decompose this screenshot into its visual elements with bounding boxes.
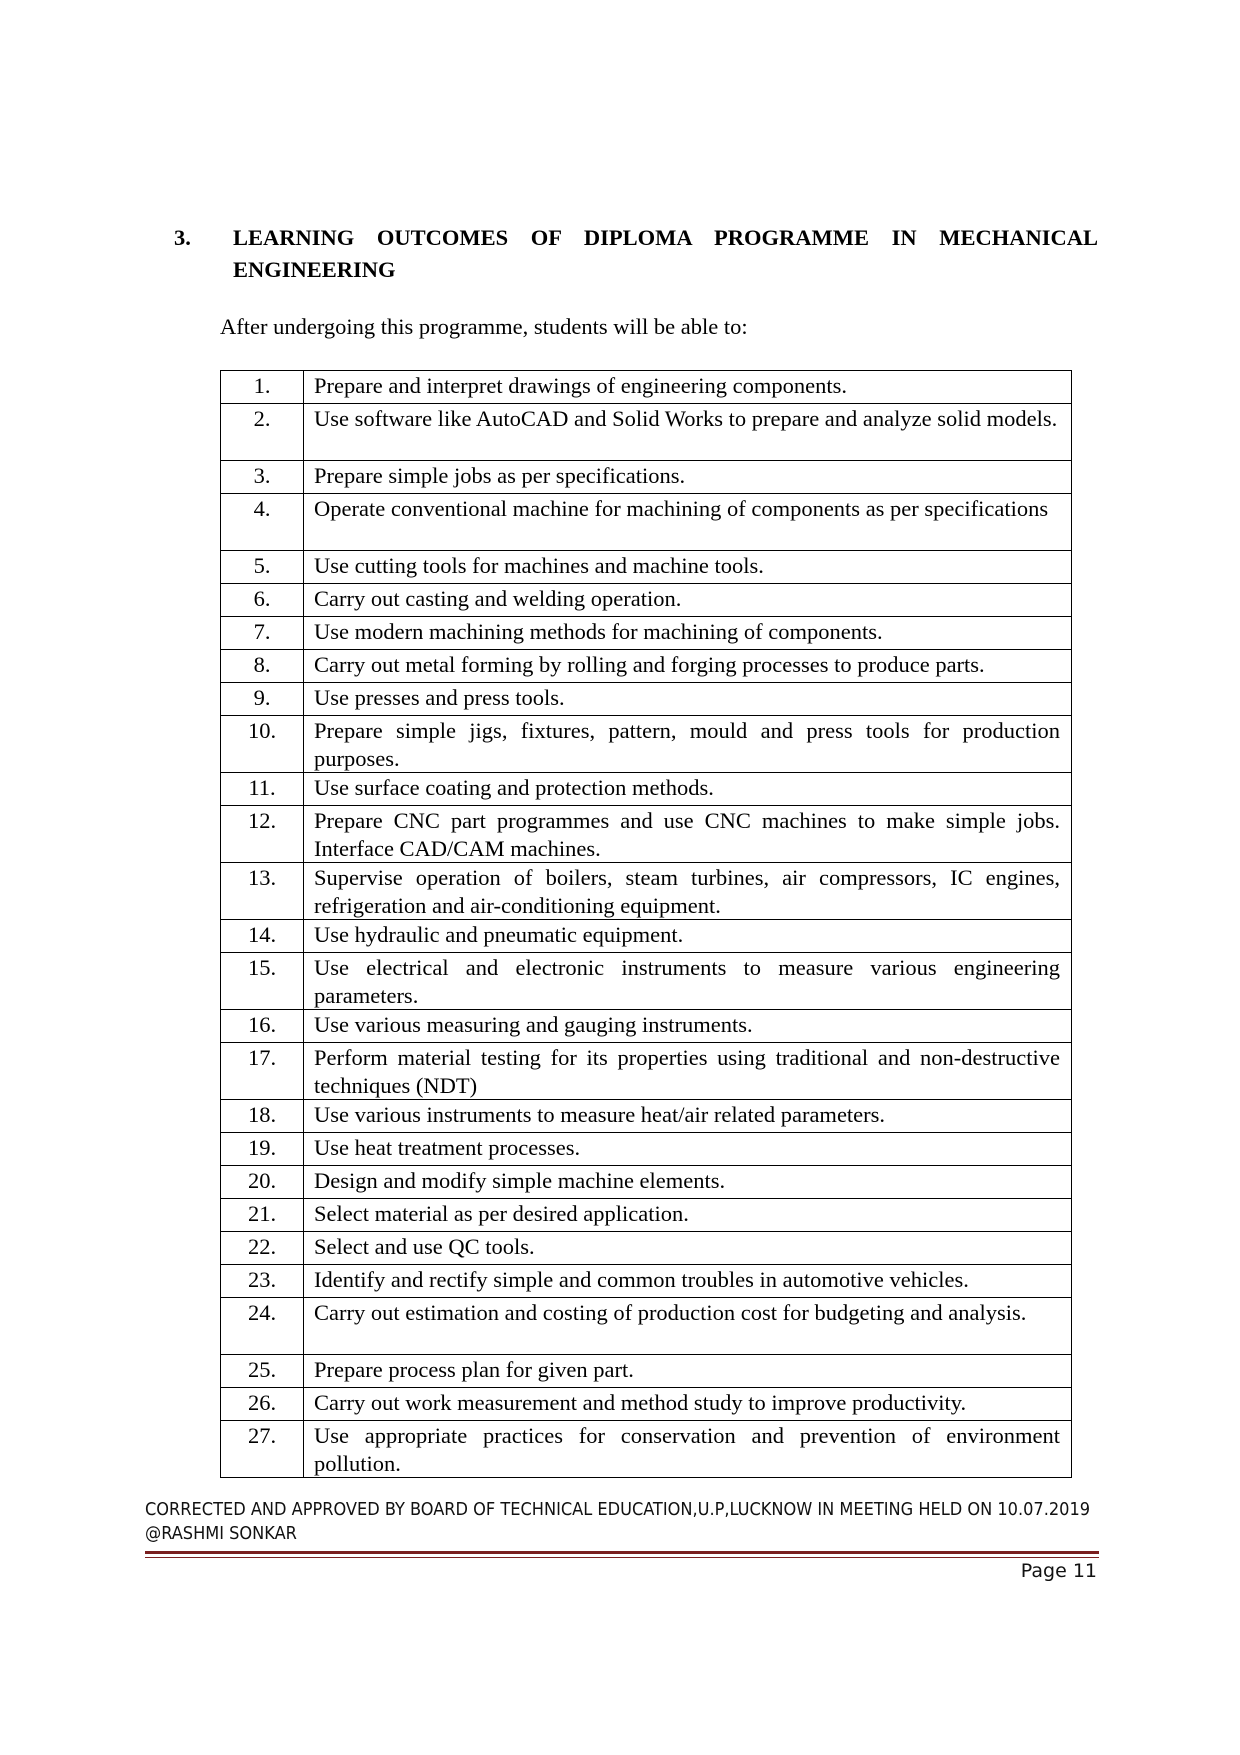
outcome-text: Use heat treatment processes. <box>304 1133 1072 1166</box>
outcome-text: Use cutting tools for machines and machine tools. <box>304 551 1072 584</box>
section-number: 3. <box>174 225 191 250</box>
table-row <box>221 617 1072 650</box>
outcome-number: 22. <box>221 1232 304 1265</box>
table-row <box>221 683 1072 716</box>
outcome-number: 4. <box>221 494 304 551</box>
outcome-text: Use surface coating and protection methods. <box>304 773 1072 806</box>
section-heading <box>174 222 1098 286</box>
outcome-number: 1. <box>221 371 304 404</box>
outcome-number: 17. <box>221 1043 304 1100</box>
outcome-text: Carry out metal forming by rolling and forging processes to produce parts. <box>304 650 1072 683</box>
footer-rule-thick <box>145 1551 1099 1554</box>
outcome-text: Use various measuring and gauging instruments. <box>304 1010 1072 1043</box>
outcome-text: Prepare simple jobs as per specifications. <box>304 461 1072 494</box>
table-row <box>221 1010 1072 1043</box>
outcome-text: Design and modify simple machine elements. <box>304 1166 1072 1199</box>
outcome-text: Perform material testing for its properties using traditional and non-destructive techniques (NDT) <box>304 1043 1072 1100</box>
outcome-number: 25. <box>221 1355 304 1388</box>
outcome-text: Select material as per desired application. <box>304 1199 1072 1232</box>
outcome-text: Use presses and press tools. <box>304 683 1072 716</box>
outcome-number: 18. <box>221 1100 304 1133</box>
outcome-number: 20. <box>221 1166 304 1199</box>
outcome-number: 23. <box>221 1265 304 1298</box>
outcome-text: Use software like AutoCAD and Solid Works to prepare and analyze solid models. <box>304 404 1072 461</box>
outcome-text: Use hydraulic and pneumatic equipment. <box>304 920 1072 953</box>
outcome-text: Use modern machining methods for machining of components. <box>304 617 1072 650</box>
table-row <box>221 371 1072 404</box>
outcome-text: Prepare simple jigs, fixtures, pattern, mould and press tools for production purposes. <box>304 716 1072 773</box>
intro-text: After undergoing this programme, students will be able to: <box>220 314 748 339</box>
table-row <box>221 1388 1072 1421</box>
outcome-text: Supervise operation of boilers, steam turbines, air compressors, IC engines, refrigeration and air-conditioning equipment. <box>304 863 1072 920</box>
outcome-number: 26. <box>221 1388 304 1421</box>
outcome-number: 9. <box>221 683 304 716</box>
outcome-number: 2. <box>221 404 304 461</box>
outcome-number: 16. <box>221 1010 304 1043</box>
outcome-number: 12. <box>221 806 304 863</box>
outcome-text: Prepare process plan for given part. <box>304 1355 1072 1388</box>
outcome-number: 21. <box>221 1199 304 1232</box>
outcome-number: 19. <box>221 1133 304 1166</box>
outcome-number: 7. <box>221 617 304 650</box>
table-row <box>221 461 1072 494</box>
table-row <box>221 551 1072 584</box>
table-row <box>221 1166 1072 1199</box>
outcome-number: 13. <box>221 863 304 920</box>
footer-rule-thin <box>145 1557 1099 1558</box>
outcome-text: Prepare and interpret drawings of engineering components. <box>304 371 1072 404</box>
table-row <box>221 1133 1072 1166</box>
outcome-number: 14. <box>221 920 304 953</box>
footer-approval-note: CORRECTED AND APPROVED BY BOARD OF TECHNICAL EDUCATION,U.P,LUCKNOW IN MEETING HELD ON 10.07.2019 @RASHMI SONKAR <box>145 1499 1091 1544</box>
outcome-text: Carry out estimation and costing of production cost for budgeting and analysis. <box>304 1298 1072 1355</box>
outcome-number: 27. <box>221 1421 304 1478</box>
outcome-text: Carry out work measurement and method study to improve productivity. <box>304 1388 1072 1421</box>
section-title: LEARNING OUTCOMES OF DIPLOMA PROGRAMME IN MECHANICAL ENGINEERING <box>233 225 1098 282</box>
table-row <box>221 953 1072 1010</box>
table-row <box>221 773 1072 806</box>
outcome-text: Operate conventional machine for machining of components as per specifications <box>304 494 1072 551</box>
outcome-number: 10. <box>221 716 304 773</box>
outcome-text: Use electrical and electronic instruments to measure various engineering parameters. <box>304 953 1072 1010</box>
outcome-number: 5. <box>221 551 304 584</box>
outcome-number: 3. <box>221 461 304 494</box>
table-row <box>221 1355 1072 1388</box>
outcome-number: 11. <box>221 773 304 806</box>
table-row <box>221 920 1072 953</box>
table-row <box>221 1421 1072 1478</box>
table-row <box>221 650 1072 683</box>
table-row <box>221 716 1072 773</box>
table-row <box>221 863 1072 920</box>
outcome-text: Use appropriate practices for conservation and prevention of environment pollution. <box>304 1421 1072 1478</box>
table-row <box>221 1199 1072 1232</box>
outcome-text: Identify and rectify simple and common troubles in automotive vehicles. <box>304 1265 1072 1298</box>
outcome-text: Use various instruments to measure heat/air related parameters. <box>304 1100 1072 1133</box>
table-row <box>221 1232 1072 1265</box>
learning-outcomes-table <box>220 370 1072 1478</box>
table-row <box>221 1100 1072 1133</box>
table-row <box>221 584 1072 617</box>
table-row <box>221 806 1072 863</box>
outcome-number: 15. <box>221 953 304 1010</box>
outcome-number: 6. <box>221 584 304 617</box>
table-row <box>221 1043 1072 1100</box>
table-row <box>221 1265 1072 1298</box>
table-row <box>221 1298 1072 1355</box>
table-row <box>221 494 1072 551</box>
outcome-text: Prepare CNC part programmes and use CNC machines to make simple jobs. Interface CAD/CAM machines. <box>304 806 1072 863</box>
outcome-number: 8. <box>221 650 304 683</box>
outcome-text: Select and use QC tools. <box>304 1232 1072 1265</box>
outcome-number: 24. <box>221 1298 304 1355</box>
outcome-text: Carry out casting and welding operation. <box>304 584 1072 617</box>
table-row <box>221 404 1072 461</box>
page-number: Page 11 <box>1020 1560 1097 1582</box>
